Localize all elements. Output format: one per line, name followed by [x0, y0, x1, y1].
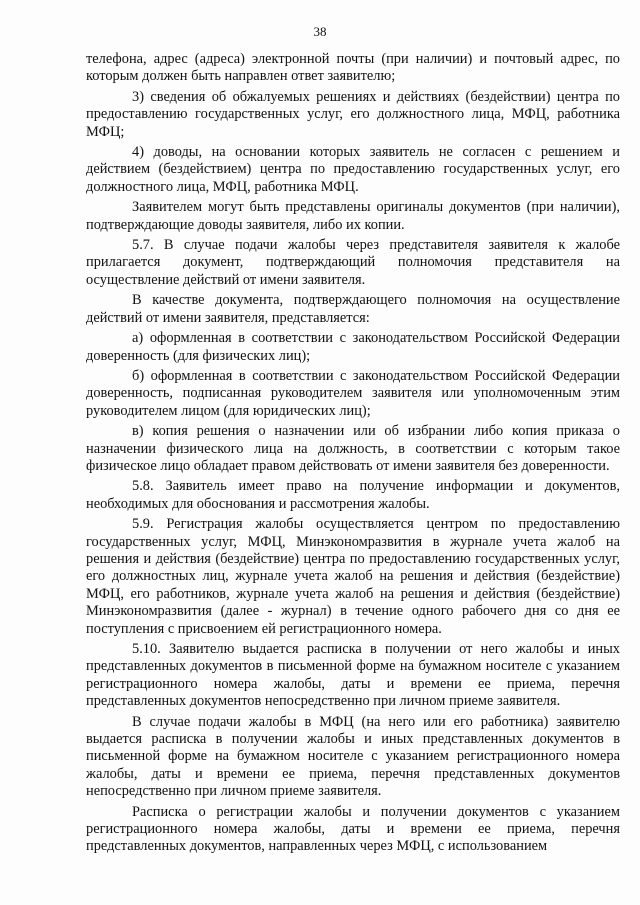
- paragraph-authority-document: В качестве документа, подтверждающего полномочия на осуществление действий от имени заявителя, представляется:: [86, 292, 620, 326]
- paragraph-5-7: 5.7. В случае подачи жалобы через представителя заявителя к жалобе прилагается документ, подтверждающий полномочия представителя на осуществление действий от имени заявителя.: [86, 237, 620, 288]
- paragraph-item-a: а) оформленная в соответствии с законодательством Российской Федерации доверенность (для физических лиц);: [86, 330, 620, 364]
- paragraph-item-b: б) оформленная в соответствии с законодательством Российской Федерации доверенность, подписанная руководителем заявителя или уполномоченным этим руководителем лицом (для юридических лиц);: [86, 367, 620, 419]
- paragraph-5-9: 5.9. Регистрация жалобы осуществляется центром по предоставлению государственных услуг, МФЦ, Минэкономразвития в журнале учета жалоб на решения и действия (бездействие) центра по предоставлению государственных услуг, его должностных лиц, журнале учета жалоб на решения и действия (бездействие) МФЦ, его работников, журнале учета жалоб на решения и действия (бездействие) Минэкономразвития (далее - журнал) в течение одного рабочего дня со дня ее поступления с присвоением ей регистрационного номера.: [86, 516, 620, 637]
- paragraph-item-v: в) копия решения о назначении или об избрании либо копия приказа о назначении физического лица на должность, в соответствии с которым такое физическое лицо обладает правом действовать от имени заявителя без доверенности.: [86, 423, 620, 474]
- paragraph-5-8: 5.8. Заявитель имеет право на получение информации и документов, необходимых для обоснования и рассмотрения жалобы.: [86, 478, 620, 512]
- paragraph-mfc-receipt: В случае подачи жалобы в МФЦ (на него или его работника) заявителю выдается расписка в получении жалобы и иных представленных документов в письменной форме на бумажном носителе с указанием регистрационного номера жалобы, даты и времени ее приема, перечня представленных документов непосредственно при личном приеме заявителя.: [86, 713, 620, 800]
- document-body: [86, 51, 620, 859]
- paragraph-contact-continuation: телефона, адрес (адреса) электронной почты (при наличии) и почтовый адрес, по которым должен быть направлен ответ заявителю;: [86, 51, 620, 85]
- paragraph-item-4: 4) доводы, на основании которых заявитель не согласен с решением и действием (бездействием) центра по предоставлению государственных услуг, его должностного лица, МФЦ, работника МФЦ.: [86, 144, 620, 195]
- paragraph-item-3: 3) сведения об обжалуемых решениях и действиях (бездействии) центра по предоставлению государственных услуг, его должностного лица, МФЦ, работника МФЦ;: [86, 88, 620, 140]
- paragraph-receipt-registration: Расписка о регистрации жалобы и получении документов с указанием регистрационного номера жалобы, даты и времени ее приема, перечня представленных документов, направленных через МФЦ, с использованием: [86, 803, 620, 855]
- paragraph-originals: Заявителем могут быть представлены оригиналы документов (при наличии), подтверждающие доводы заявителя, либо их копии.: [86, 199, 620, 233]
- page-number: 38: [313, 24, 327, 39]
- paragraph-5-10: 5.10. Заявителю выдается расписка в получении от него жалобы и иных представленных документов в письменной форме на бумажном носителе с указанием регистрационного номера жалобы, даты и времени ее приема, перечня представленных документов непосредственно при личном приеме заявителя.: [86, 641, 620, 710]
